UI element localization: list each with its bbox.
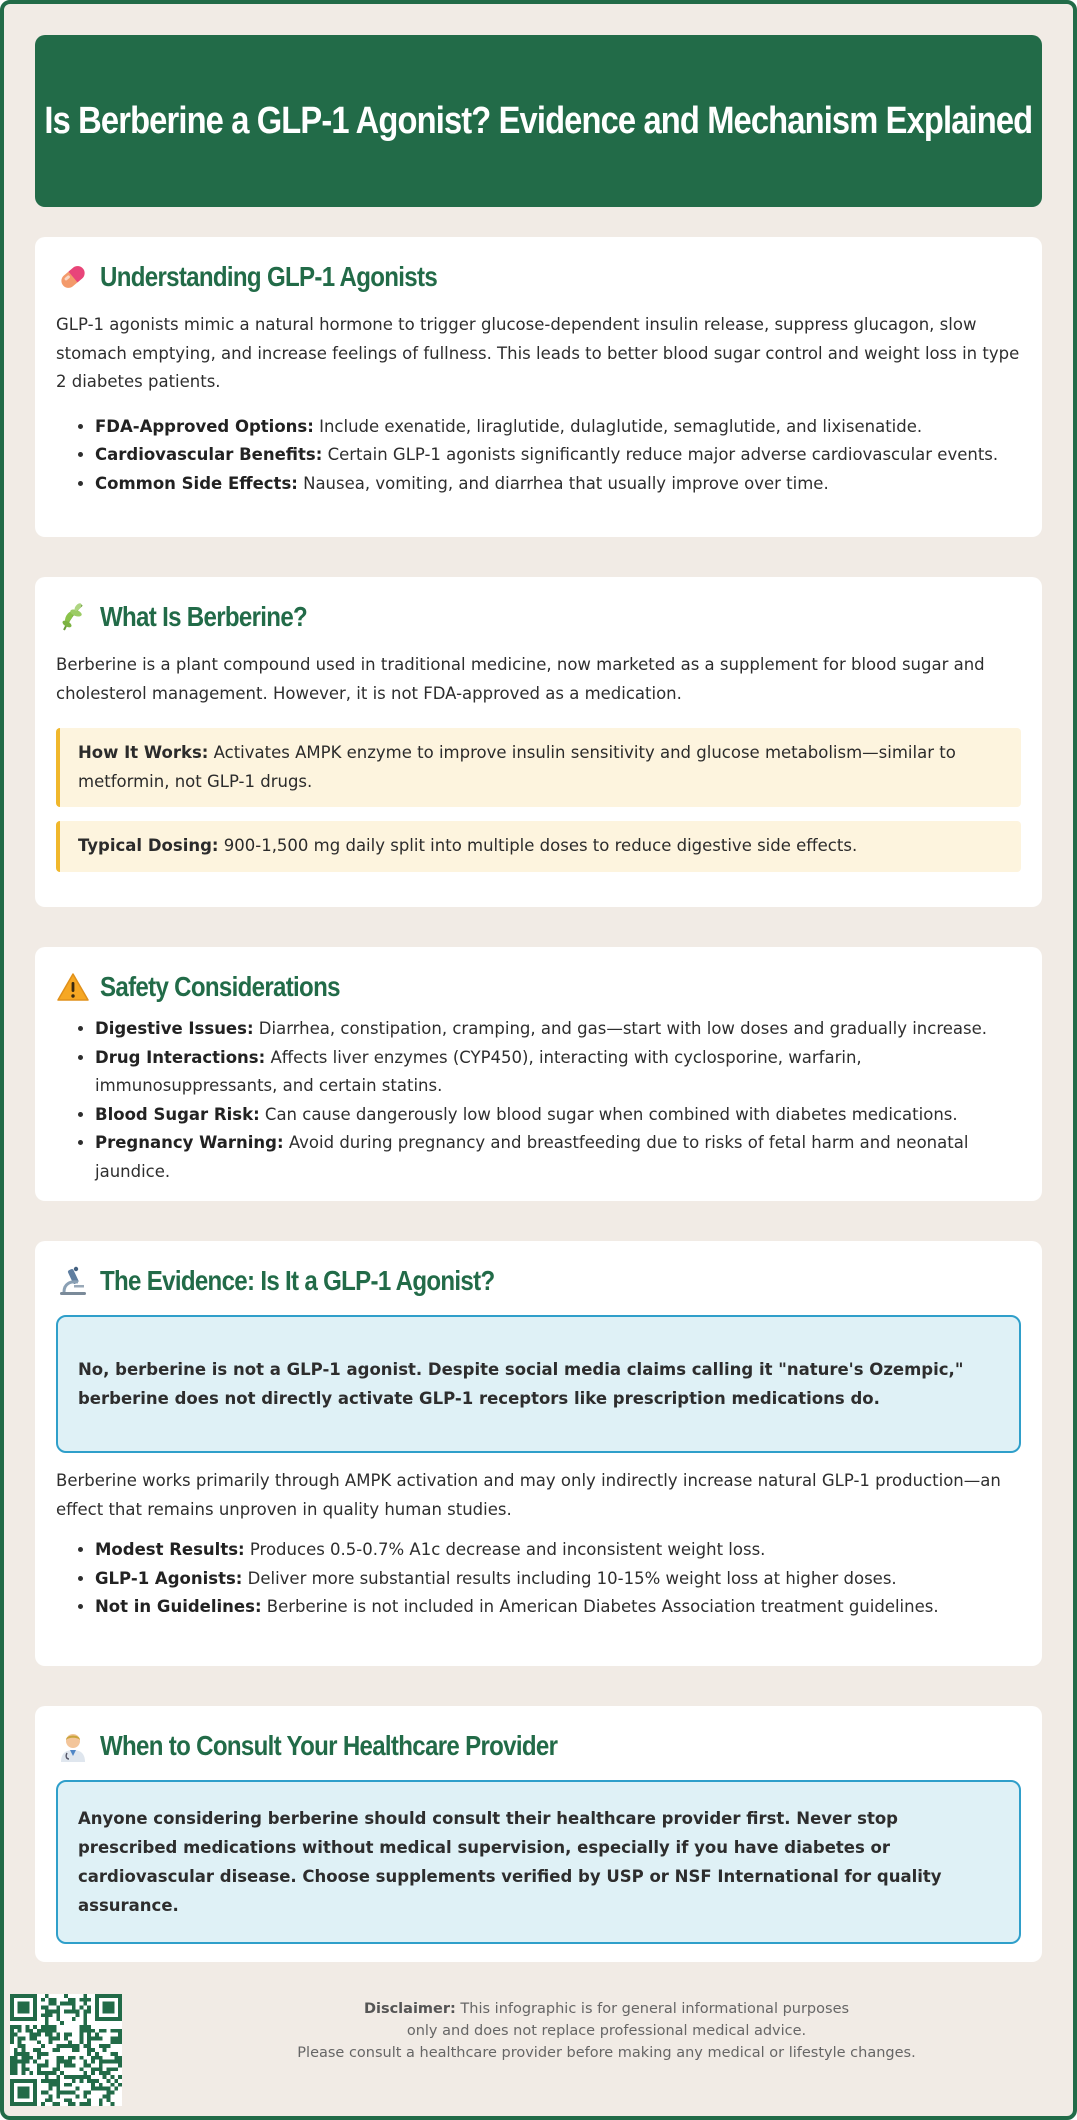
- section-header: [56, 1261, 1021, 1301]
- glp1-list: [56, 413, 1021, 499]
- list-item: [95, 413, 1021, 442]
- page-title: Is Berberine a GLP-1 Agonist? Evidence and Mechanism Explained: [44, 99, 1033, 142]
- item-text: Include exenatide, liraglutide, dulaglutide, semaglutide, and lixisenatide.: [313, 416, 923, 436]
- list-item: [95, 470, 1021, 499]
- herb-icon: [56, 600, 90, 634]
- list-item: [95, 1044, 1021, 1101]
- item-text: Berberine is not included in American Diabetes Association treatment guidelines.: [261, 1597, 939, 1616]
- list-item: [95, 1565, 1021, 1594]
- item-label: Drug Interactions:: [95, 1047, 266, 1067]
- microscope-icon: [56, 1264, 90, 1298]
- item-label: Digestive Issues:: [95, 1019, 254, 1038]
- item-text: Nausea, vomiting, and diarrhea that usually improve over time.: [297, 473, 829, 493]
- item-text: Produces 0.5-0.7% A1c decrease and inconsistent weight loss.: [244, 1540, 766, 1559]
- disclaimer-line1: This infographic is for general informational purposes: [455, 2001, 850, 2017]
- safety-list: [56, 1015, 1021, 1186]
- note-text: Activates AMPK enzyme to improve insulin sensitivity and glucose metabolism—similar to metformin, not GLP-1 drugs.: [78, 743, 956, 791]
- section-intro: Berberine works primarily through AMPK activation and may only indirectly increase natural GLP-1 production—an effect that remains unproven in quality human studies.: [56, 1471, 1001, 1519]
- section-title: Understanding GLP-1 Agonists: [100, 261, 438, 292]
- note-text: 900-1,500 mg daily split into multiple doses to reduce digestive side effects.: [218, 836, 858, 855]
- evidence-callout: No, berberine is not a GLP-1 agonist. Despite social media claims calling it "nature's Ozempic," berberine does not directly activate GLP-1 receptors like prescription medications do.: [56, 1315, 1021, 1453]
- footer: [10, 1986, 1073, 2106]
- section-title: Safety Considerations: [100, 971, 340, 1002]
- section-title: When to Consult Your Healthcare Provider: [100, 1730, 558, 1761]
- section-header: [56, 597, 1021, 637]
- section-intro: GLP-1 agonists mimic a natural hormone to trigger glucose-dependent insulin release, suppress glucagon, slow stomach emptying, and increase feelings of fullness. This leads to better blood sugar control and weight loss in type 2 diabetes patients.: [56, 315, 1020, 391]
- dosing-note: [56, 821, 1021, 872]
- disclaimer: [150, 1998, 1063, 2064]
- item-text: Diarrhea, constipation, cramping, and gas—start with low doses and gradually increase.: [253, 1019, 987, 1038]
- list-item: [95, 1593, 1021, 1622]
- doctor-icon: [56, 1729, 90, 1763]
- list-item: [95, 1129, 1021, 1186]
- item-text: Can cause dangerously low blood sugar when combined with diabetes medications.: [259, 1104, 958, 1124]
- qr-code[interactable]: [10, 1994, 122, 2106]
- evidence-list: [56, 1536, 1021, 1622]
- how-it-works-note: [56, 728, 1021, 807]
- disclaimer-label: Disclaimer:: [363, 2001, 456, 2017]
- pill-icon: [56, 260, 90, 294]
- item-label: Modest Results:: [95, 1540, 245, 1559]
- section-evidence: [35, 1241, 1042, 1666]
- consult-callout: Anyone considering berberine should consult their healthcare provider first. Never stop prescribed medications without medical supervision, especially if you have diabetes or cardiovascular disease. Choose supplements verified by USP or NSF International for quality assurance.: [56, 1780, 1021, 1944]
- list-item: [95, 441, 1021, 470]
- item-text: Certain GLP-1 agonists significantly reduce major adverse cardiovascular events.: [322, 445, 999, 464]
- disclaimer-line3: Please consult a healthcare provider before making any medical or lifestyle changes.: [297, 2045, 916, 2061]
- item-label: Cardiovascular Benefits:: [95, 445, 323, 464]
- section-safety: [35, 947, 1042, 1201]
- section-title: What Is Berberine?: [100, 601, 308, 632]
- section-header: [56, 967, 1021, 1007]
- section-glp1: [35, 237, 1042, 537]
- item-label: GLP-1 Agonists:: [95, 1568, 243, 1588]
- item-label: Not in Guidelines:: [95, 1597, 262, 1616]
- item-text: Avoid during pregnancy and breastfeeding due to risks of fetal harm and neonatal jaundice.: [95, 1133, 969, 1181]
- list-item: [95, 1536, 1021, 1565]
- list-item: [95, 1101, 1021, 1130]
- title-banner: [35, 35, 1042, 207]
- item-label: Pregnancy Warning:: [95, 1133, 284, 1152]
- item-label: Blood Sugar Risk:: [95, 1104, 260, 1124]
- item-text: Affects liver enzymes (CYP450), interacting with cyclosporine, warfarin, immunosuppressants, and certain statins.: [95, 1047, 862, 1095]
- list-item: [95, 1015, 1021, 1044]
- disclaimer-line2: only and does not replace professional medical advice.: [406, 2023, 807, 2039]
- note-label: Typical Dosing:: [78, 836, 219, 855]
- section-berberine: [35, 577, 1042, 907]
- item-label: FDA-Approved Options:: [95, 416, 314, 436]
- note-label: How It Works:: [78, 743, 209, 762]
- section-consult: [35, 1706, 1042, 1962]
- section-intro: Berberine is a plant compound used in traditional medicine, now marketed as a supplement for blood sugar and cholesterol management. However, it is not FDA-approved as a medication.: [56, 655, 985, 703]
- item-text: Deliver more substantial results including 10-15% weight loss at higher doses.: [242, 1568, 897, 1588]
- section-title: The Evidence: Is It a GLP-1 Agonist?: [100, 1265, 495, 1296]
- warning-icon: [56, 970, 90, 1004]
- item-label: Common Side Effects:: [95, 473, 298, 493]
- section-header: [56, 257, 1021, 297]
- section-header: [56, 1726, 1021, 1766]
